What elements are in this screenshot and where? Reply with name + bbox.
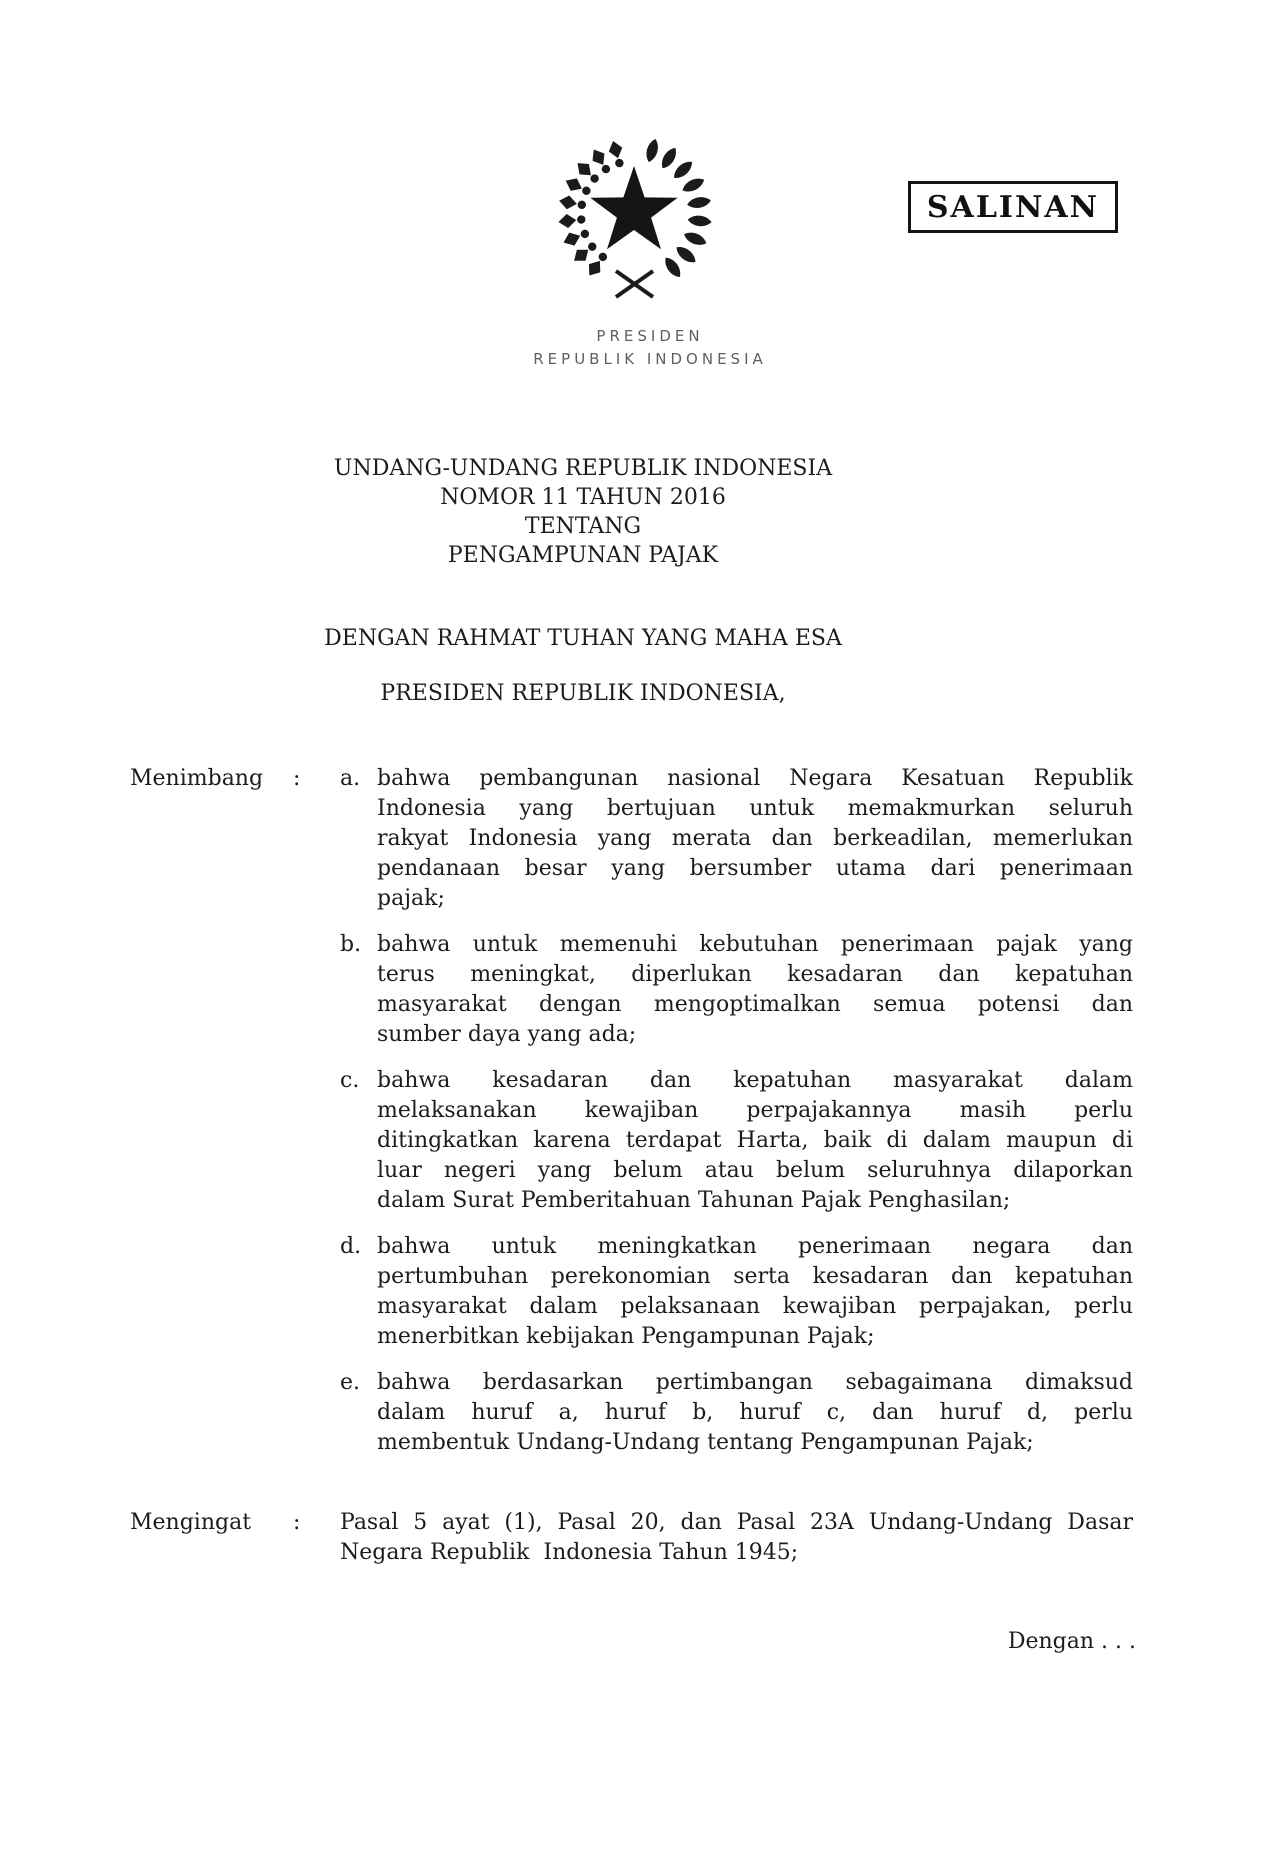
recalling-section [130,1508,1136,1568]
recalling-text: Pasal 5 ayat (1), Pasal 20, dan Pasal 23A Undang-Undang Dasar Negara Republik Indonesia Tahun 1945; [340,1510,1133,1565]
star-wreath-icon [556,130,716,300]
item-letter: e. [340,1370,361,1395]
considering-item-e [340,1368,1136,1458]
item-text: bahwa berdasarkan pertimbangan sebagaimana dimaksud dalam huruf a, huruf b, huruf c, dan huruf d, perlu membentuk Undang-Undang tentang Pengampunan Pajak; [377,1370,1133,1455]
crossed-stems-icon [616,271,653,297]
recalling-label: Mengingat [130,1510,252,1535]
considering-colon: : [293,766,301,791]
issuer-line: PRESIDEN REPUBLIK INDONESIA, [380,681,786,706]
item-text: bahwa pembangunan nasional Negara Kesatuan Republik Indonesia yang bertujuan untuk memakmurkan seluruh rakyat Indonesia yang merata dan berkeadilan, memerlukan pendanaan besar yang bersumber utama dari penerimaan pajak; [377,766,1133,911]
law-title [334,454,832,570]
salinan-stamp-label: SALINAN [926,189,1100,225]
considering-label: Menimbang [130,766,264,791]
presidential-emblem [556,130,716,300]
preamble-body [130,764,1136,1568]
letterhead-line-presiden: PRESIDEN [596,327,704,345]
considering-item-c [340,1066,1136,1216]
recalling-colon: : [293,1510,301,1535]
item-letter: a. [340,766,361,791]
star-icon [590,166,677,249]
invocation-line: DENGAN RAHMAT TUHAN YANG MAHA ESA [324,626,842,651]
item-text: bahwa untuk memenuhi kebutuhan penerimaan pajak yang terus meningkat, diperlukan kesadaran dan kepatuhan masyarakat dengan mengoptimalkan semua potensi dan sumber daya yang ada; [377,932,1133,1047]
salinan-stamp [908,181,1118,233]
item-text: bahwa untuk meningkatkan penerimaan negara dan pertumbuhan perekonomian serta kesadaran dan kepatuhan masyarakat dalam pelaksanaan kewajiban perpajakan, perlu menerbitkan kebijakan Pengampunan Pajak; [377,1234,1133,1349]
item-text: bahwa kesadaran dan kepatuhan masyarakat dalam melaksanakan kewajiban perpajakannya masih perlu ditingkatkan karena terdapat Harta, baik di dalam maupun di luar negeri yang belum atau belum seluruhnya dilaporkan dalam Surat Pemberitahuan Tahunan Pajak Penghasilan; [377,1068,1133,1213]
letterhead-caption [533,325,767,371]
considering-items [340,764,1136,1458]
considering-item-b [340,930,1136,1050]
letterhead-line-republik-indonesia: REPUBLIK INDONESIA [533,350,767,368]
item-letter: b. [340,932,362,957]
considering-item-d [340,1232,1136,1352]
considering-item-a [340,764,1136,914]
catchword: Dengan . . . [1007,1629,1136,1654]
law-title-line-1: UNDANG-UNDANG REPUBLIK INDONESIA [333,456,833,481]
item-letter: d. [340,1234,362,1259]
law-title-line-4: PENGAMPUNAN PAJAK [447,543,719,568]
considering-section [130,764,1136,1458]
item-letter: c. [340,1068,360,1093]
law-title-line-3: TENTANG [524,514,642,539]
law-title-line-2: NOMOR 11 TAHUN 2016 [440,485,726,510]
